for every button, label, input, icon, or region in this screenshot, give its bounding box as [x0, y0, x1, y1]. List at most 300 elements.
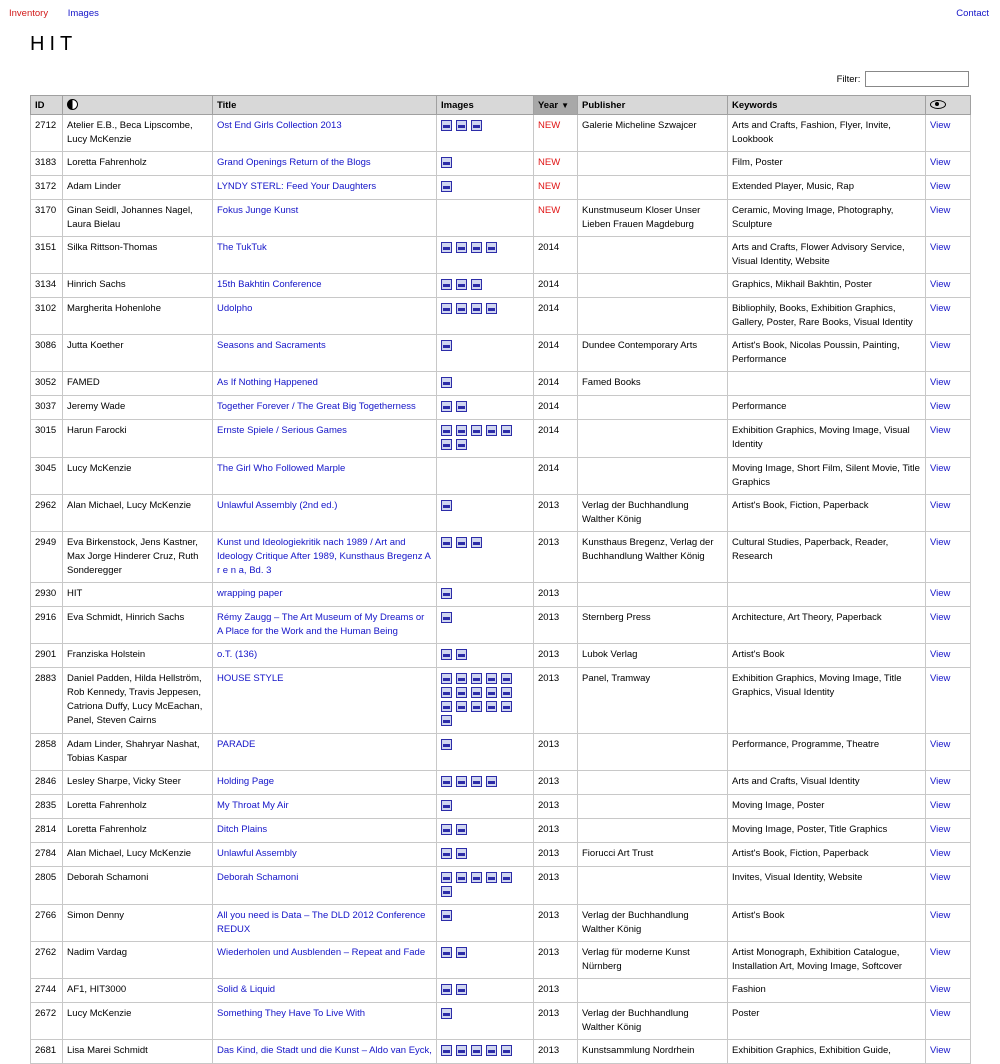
cell-id: 3015 — [31, 420, 63, 458]
image-thumbnail-icon[interactable] — [456, 242, 467, 253]
view-link[interactable]: View — [930, 340, 951, 351]
image-thumbnail-icon[interactable] — [441, 739, 452, 750]
view-link[interactable]: View — [930, 120, 951, 131]
image-thumbnail-icon[interactable] — [441, 401, 452, 412]
image-thumbnail-icon[interactable] — [471, 673, 482, 684]
image-thumbnail-icon[interactable] — [441, 649, 452, 660]
table-row — [31, 458, 971, 495]
image-thumbnail-icon[interactable] — [441, 181, 452, 192]
image-thumbnail-icon[interactable] — [441, 687, 452, 698]
image-thumbnail-icon[interactable] — [456, 279, 467, 290]
header-author[interactable] — [63, 96, 213, 115]
cell-year: 2014 — [534, 298, 578, 335]
view-link[interactable]: View — [930, 1045, 951, 1056]
image-thumbnail-icon[interactable] — [501, 1045, 512, 1056]
cell-authors: Nadim Vardag — [63, 942, 213, 979]
title-link[interactable]: Udolpho — [217, 303, 253, 314]
image-thumbnail-icon[interactable] — [486, 701, 497, 712]
cell-keywords: Artist's Book, Nicolas Poussin, Painting, Performance — [728, 335, 926, 372]
image-thumbnail-icon[interactable] — [456, 824, 467, 835]
image-thumbnail-icon[interactable] — [456, 872, 467, 883]
cell-images — [437, 668, 534, 734]
image-thumbnail-icon[interactable] — [441, 800, 452, 811]
cell-authors: Harun Farocki — [63, 420, 213, 458]
nav-inventory-link[interactable]: Inventory — [9, 8, 49, 19]
cell-publisher: Verlag der Buchhandlung Walther König — [578, 495, 728, 532]
table-row — [31, 200, 971, 237]
image-thumbnail-icon[interactable] — [456, 120, 467, 131]
header-year[interactable] — [534, 96, 578, 115]
cell-publisher: Fiorucci Art Trust — [578, 843, 728, 867]
view-link[interactable]: View — [930, 588, 951, 599]
table-row — [31, 495, 971, 532]
cell-year: 2014 — [534, 396, 578, 420]
cell-view — [926, 668, 971, 734]
title-link[interactable]: LYNDY STERL: Feed Your Daughters — [217, 181, 377, 192]
cell-authors: Eva Schmidt, Hinrich Sachs — [63, 607, 213, 644]
cell-images — [437, 1040, 534, 1064]
view-link[interactable]: View — [930, 824, 951, 835]
view-link[interactable]: View — [930, 739, 951, 750]
cell-id: 2805 — [31, 867, 63, 905]
header-publisher[interactable]: Publisher — [578, 96, 728, 115]
image-thumbnail-icon[interactable] — [441, 377, 452, 388]
view-link[interactable]: View — [930, 537, 951, 548]
cell-publisher — [578, 734, 728, 771]
cell-publisher — [578, 237, 728, 274]
image-thumbnail-icon[interactable] — [441, 242, 452, 253]
cell-year: 2013 — [534, 795, 578, 819]
cell-view — [926, 1003, 971, 1040]
view-link[interactable]: View — [930, 377, 951, 388]
title-link[interactable]: Something They Have To Live With — [217, 1008, 366, 1019]
cell-publisher: Kunstsammlung Nordrhein — [578, 1040, 728, 1064]
cell-title — [213, 372, 437, 396]
image-thumbnail-icon[interactable] — [456, 401, 467, 412]
cell-keywords: Ceramic, Moving Image, Photography, Sculpture — [728, 200, 926, 237]
title-link[interactable]: Ost End Girls Collection 2013 — [217, 120, 342, 131]
image-thumbnail-icon[interactable] — [456, 1045, 467, 1056]
view-link[interactable]: View — [930, 800, 951, 811]
title-link[interactable]: o.T. (136) — [217, 649, 258, 660]
table-row — [31, 867, 971, 905]
cell-authors: Alan Michael, Lucy McKenzie — [63, 843, 213, 867]
cell-authors: Jutta Koether — [63, 335, 213, 372]
image-thumbnail-icon[interactable] — [486, 687, 497, 698]
cell-title — [213, 819, 437, 843]
image-thumbnail-icon[interactable] — [441, 157, 452, 168]
image-thumbnail-icon[interactable] — [456, 673, 467, 684]
title-link[interactable]: PARADE — [217, 739, 256, 750]
table-row — [31, 1040, 971, 1064]
image-thumbnail-icon[interactable] — [441, 886, 452, 897]
view-link[interactable]: View — [930, 279, 951, 290]
image-thumbnail-icon[interactable] — [456, 425, 467, 436]
view-link[interactable]: View — [930, 848, 951, 859]
cell-images — [437, 200, 534, 237]
cell-title — [213, 583, 437, 607]
cell-title — [213, 115, 437, 152]
image-thumbnail-icon[interactable] — [456, 439, 467, 450]
image-thumbnail-icon[interactable] — [471, 872, 482, 883]
image-thumbnail-icon[interactable] — [486, 1045, 497, 1056]
cell-keywords: Exhibition Graphics, Moving Image, Visual Identity — [728, 420, 926, 458]
image-thumbnail-icon[interactable] — [441, 303, 452, 314]
cell-view — [926, 532, 971, 583]
cell-images — [437, 843, 534, 867]
image-thumbnail-icon[interactable] — [471, 120, 482, 131]
cell-view — [926, 607, 971, 644]
image-thumbnail-icon[interactable] — [456, 776, 467, 787]
cell-publisher: Panel, Tramway — [578, 668, 728, 734]
table-row — [31, 905, 971, 942]
title-link[interactable]: Unlawful Assembly (2nd ed.) — [217, 500, 338, 511]
cell-view — [926, 905, 971, 942]
cell-images — [437, 335, 534, 372]
cell-year: 2013 — [534, 867, 578, 905]
cell-images — [437, 274, 534, 298]
cell-authors: Simon Denny — [63, 905, 213, 942]
cell-images — [437, 819, 534, 843]
cell-view — [926, 979, 971, 1003]
cell-view — [926, 372, 971, 396]
cell-authors: Eva Birkenstock, Jens Kastner, Max Jorge Hinderer Cruz, Ruth Sonderegger — [63, 532, 213, 583]
cell-title — [213, 152, 437, 176]
filter-label: Filter: — [836, 73, 861, 85]
table-row — [31, 607, 971, 644]
cell-images — [437, 532, 534, 583]
view-link[interactable]: View — [930, 872, 951, 883]
title-link[interactable]: The Girl Who Followed Marple — [217, 463, 346, 474]
image-thumbnail-icon[interactable] — [456, 848, 467, 859]
image-thumbnail-icon[interactable] — [441, 910, 452, 921]
title-link[interactable]: Rémy Zaugg – The Art Museum of My Dreams or A Place for the Work and the Human Being — [217, 612, 425, 637]
cell-id: 3134 — [31, 274, 63, 298]
site-title: HIT — [30, 33, 78, 55]
title-link[interactable]: Holding Page — [217, 776, 275, 787]
title-link[interactable]: Grand Openings Return of the Blogs — [217, 157, 371, 168]
cell-images — [437, 176, 534, 200]
image-thumbnail-icon[interactable] — [471, 776, 482, 787]
header-title[interactable]: Title — [213, 96, 437, 115]
cell-images — [437, 420, 534, 458]
cell-images — [437, 1003, 534, 1040]
image-thumbnail-icon[interactable] — [456, 649, 467, 660]
cell-view — [926, 335, 971, 372]
image-thumbnail-icon[interactable] — [456, 537, 467, 548]
view-link[interactable]: View — [930, 181, 951, 192]
filter-input[interactable] — [865, 71, 969, 87]
cell-year: 2014 — [534, 420, 578, 458]
cell-id: 2916 — [31, 607, 63, 644]
image-thumbnail-icon[interactable] — [441, 425, 452, 436]
image-thumbnail-icon[interactable] — [471, 425, 482, 436]
title-link[interactable]: 15th Bakhtin Conference — [217, 279, 322, 290]
image-thumbnail-icon[interactable] — [471, 242, 482, 253]
table-row — [31, 1003, 971, 1040]
image-thumbnail-icon[interactable] — [486, 673, 497, 684]
image-thumbnail-icon[interactable] — [441, 120, 452, 131]
sort-down-icon: ▼ — [561, 100, 569, 110]
view-link[interactable]: View — [930, 776, 951, 787]
cell-year: 2013 — [534, 607, 578, 644]
header-view[interactable] — [926, 96, 971, 115]
cell-view — [926, 115, 971, 152]
table-row — [31, 668, 971, 734]
image-thumbnail-icon[interactable] — [441, 612, 452, 623]
image-thumbnail-icon[interactable] — [471, 279, 482, 290]
image-thumbnail-icon[interactable] — [441, 439, 452, 450]
nav-contact-link[interactable]: Contact — [956, 8, 989, 19]
image-thumbnail-icon[interactable] — [486, 242, 497, 253]
cell-id: 2672 — [31, 1003, 63, 1040]
cell-images — [437, 237, 534, 274]
cell-authors: Ginan Seidl, Johannes Nagel, Laura Bielau — [63, 200, 213, 237]
image-thumbnail-icon[interactable] — [441, 824, 452, 835]
title-link[interactable]: All you need is Data – The DLD 2012 Conference REDUX — [217, 910, 426, 935]
nav-images-link[interactable]: Images — [67, 8, 99, 19]
table-row — [31, 115, 971, 152]
cell-publisher: Sternberg Press — [578, 607, 728, 644]
cell-authors: Loretta Fahrenholz — [63, 152, 213, 176]
table-row — [31, 420, 971, 458]
cell-id: 2949 — [31, 532, 63, 583]
title-link[interactable]: Ernste Spiele / Serious Games — [217, 425, 347, 436]
image-thumbnail-icon[interactable] — [441, 673, 452, 684]
cell-images — [437, 942, 534, 979]
image-thumbnail-icon[interactable] — [486, 776, 497, 787]
cell-keywords: Artist's Book, Fiction, Paperback — [728, 495, 926, 532]
header-id[interactable]: ID — [31, 96, 63, 115]
cell-authors: Loretta Fahrenholz — [63, 819, 213, 843]
view-link[interactable]: View — [930, 984, 951, 995]
view-link[interactable]: View — [930, 401, 951, 412]
image-thumbnail-icon[interactable] — [441, 1008, 452, 1019]
table-row — [31, 979, 971, 1003]
table-row — [31, 644, 971, 668]
cell-keywords: Invites, Visual Identity, Website — [728, 867, 926, 905]
cell-id: 3037 — [31, 396, 63, 420]
view-link[interactable]: View — [930, 910, 951, 921]
cell-year: 2014 — [534, 458, 578, 495]
image-thumbnail-icon[interactable] — [441, 848, 452, 859]
image-thumbnail-icon[interactable] — [441, 500, 452, 511]
title-link[interactable]: Deborah Schamoni — [217, 872, 299, 883]
cell-images — [437, 115, 534, 152]
title-link[interactable]: The TukTuk — [217, 242, 267, 253]
cell-title — [213, 1040, 437, 1064]
image-thumbnail-icon[interactable] — [501, 687, 512, 698]
cell-view — [926, 819, 971, 843]
cell-keywords: Poster — [728, 1003, 926, 1040]
cell-year: 2013 — [534, 905, 578, 942]
title-link[interactable]: As If Nothing Happened — [217, 377, 318, 388]
cell-title — [213, 644, 437, 668]
cell-authors: Jeremy Wade — [63, 396, 213, 420]
view-link[interactable]: View — [930, 947, 951, 958]
cell-year: 2013 — [534, 583, 578, 607]
cell-id: 2766 — [31, 905, 63, 942]
cell-keywords: Arts and Crafts, Fashion, Flyer, Invite, Lookbook — [728, 115, 926, 152]
cell-keywords: Moving Image, Short Film, Silent Movie, Title Graphics — [728, 458, 926, 495]
image-thumbnail-icon[interactable] — [441, 588, 452, 599]
cell-publisher — [578, 979, 728, 1003]
image-thumbnail-icon[interactable] — [456, 303, 467, 314]
image-thumbnail-icon[interactable] — [501, 701, 512, 712]
cell-publisher — [578, 795, 728, 819]
title-link[interactable]: HOUSE STYLE — [217, 673, 284, 684]
cell-view — [926, 583, 971, 607]
image-thumbnail-icon[interactable] — [456, 947, 467, 958]
cell-images — [437, 734, 534, 771]
image-thumbnail-icon[interactable] — [501, 673, 512, 684]
cell-authors: Hinrich Sachs — [63, 274, 213, 298]
cell-view — [926, 644, 971, 668]
title-link[interactable]: Seasons and Sacraments — [217, 340, 326, 351]
image-thumbnail-icon[interactable] — [441, 984, 452, 995]
cell-title — [213, 1003, 437, 1040]
cell-title — [213, 734, 437, 771]
image-thumbnail-icon[interactable] — [501, 872, 512, 883]
title-link[interactable]: Together Forever / The Great Big Togetherness — [217, 401, 416, 412]
cell-publisher: Galerie Micheline Szwajcer — [578, 115, 728, 152]
cell-year: 2013 — [534, 979, 578, 1003]
cell-authors: Loretta Fahrenholz — [63, 795, 213, 819]
cell-year: 2013 — [534, 819, 578, 843]
cell-year: 2014 — [534, 274, 578, 298]
image-thumbnail-icon[interactable] — [471, 537, 482, 548]
image-thumbnail-icon[interactable] — [456, 984, 467, 995]
cell-id: 2901 — [31, 644, 63, 668]
view-link[interactable]: View — [930, 649, 951, 660]
cell-id: 3086 — [31, 335, 63, 372]
title-link[interactable]: Ditch Plains — [217, 824, 268, 835]
cell-year: 2013 — [534, 532, 578, 583]
view-link[interactable]: View — [930, 242, 951, 253]
table-row — [31, 335, 971, 372]
title-link[interactable]: Das Kind, die Stadt und die Kunst – Aldo van Eyck, — [217, 1045, 432, 1056]
image-thumbnail-icon[interactable] — [456, 701, 467, 712]
cell-view — [926, 237, 971, 274]
view-link[interactable]: View — [930, 673, 951, 684]
image-thumbnail-icon[interactable] — [486, 872, 497, 883]
cell-authors: Daniel Padden, Hilda Hellström, Rob Kennedy, Travis Jeppesen, Catriona Duffy, Lucy McEachan, Panel, Steven Cairns — [63, 668, 213, 734]
cell-images — [437, 867, 534, 905]
image-thumbnail-icon[interactable] — [486, 303, 497, 314]
cell-id: 3045 — [31, 458, 63, 495]
image-thumbnail-icon[interactable] — [471, 303, 482, 314]
view-link[interactable]: View — [930, 463, 951, 474]
cell-title — [213, 176, 437, 200]
image-thumbnail-icon[interactable] — [471, 701, 482, 712]
image-thumbnail-icon[interactable] — [441, 947, 452, 958]
view-link[interactable]: View — [930, 303, 951, 314]
title-link[interactable]: My Throat My Air — [217, 800, 289, 811]
cell-title — [213, 771, 437, 795]
table-row — [31, 532, 971, 583]
image-thumbnail-icon[interactable] — [486, 425, 497, 436]
cell-images — [437, 607, 534, 644]
title-link[interactable]: Kunst und Ideologiekritik nach 1989 / Art and Ideology Critique After 1989, Kunsthaus Bregenz A r e n a, Bd. 3 — [217, 537, 431, 576]
header-images[interactable]: Images — [437, 96, 534, 115]
view-link[interactable]: View — [930, 612, 951, 623]
image-thumbnail-icon[interactable] — [471, 1045, 482, 1056]
cell-publisher: Dundee Contemporary Arts — [578, 335, 728, 372]
title-link[interactable]: Wiederholen und Ausblenden – Repeat and Fade — [217, 947, 426, 958]
table-row — [31, 152, 971, 176]
image-thumbnail-icon[interactable] — [471, 687, 482, 698]
cell-images — [437, 979, 534, 1003]
cell-id: 2814 — [31, 819, 63, 843]
cell-images — [437, 795, 534, 819]
cell-publisher — [578, 819, 728, 843]
cell-view — [926, 274, 971, 298]
cell-view — [926, 734, 971, 771]
cell-title — [213, 237, 437, 274]
cell-id: 2784 — [31, 843, 63, 867]
title-link[interactable]: Unlawful Assembly — [217, 848, 297, 859]
image-thumbnail-icon[interactable] — [441, 1045, 452, 1056]
table-row — [31, 237, 971, 274]
cell-authors: Margherita Hohenlohe — [63, 298, 213, 335]
view-link[interactable]: View — [930, 425, 951, 436]
cell-title — [213, 274, 437, 298]
cell-images — [437, 583, 534, 607]
cell-authors: Franziska Holstein — [63, 644, 213, 668]
image-thumbnail-icon[interactable] — [441, 715, 452, 726]
image-thumbnail-icon[interactable] — [441, 279, 452, 290]
image-thumbnail-icon[interactable] — [441, 872, 452, 883]
image-thumbnail-icon[interactable] — [441, 701, 452, 712]
title-link[interactable]: wrapping paper — [217, 588, 283, 599]
cell-authors: HIT — [63, 583, 213, 607]
image-thumbnail-icon[interactable] — [441, 776, 452, 787]
cell-publisher: Verlag der Buchhandlung Walther König — [578, 1003, 728, 1040]
image-thumbnail-icon[interactable] — [456, 687, 467, 698]
cell-publisher — [578, 396, 728, 420]
cell-view — [926, 495, 971, 532]
table-row — [31, 298, 971, 335]
cell-publisher — [578, 867, 728, 905]
header-keywords[interactable]: Keywords — [728, 96, 926, 115]
cell-id: 2681 — [31, 1040, 63, 1064]
cell-authors: Adam Linder — [63, 176, 213, 200]
table-row — [31, 274, 971, 298]
view-link[interactable]: View — [930, 205, 951, 216]
cell-title — [213, 607, 437, 644]
image-thumbnail-icon[interactable] — [441, 340, 452, 351]
title-link[interactable]: Fokus Junge Kunst — [217, 205, 299, 216]
title-link[interactable]: Solid & Liquid — [217, 984, 276, 995]
view-link[interactable]: View — [930, 157, 951, 168]
cell-authors: Lucy McKenzie — [63, 1003, 213, 1040]
view-link[interactable]: View — [930, 500, 951, 511]
view-link[interactable]: View — [930, 1008, 951, 1019]
cell-year: NEW — [534, 152, 578, 176]
cell-authors: Atelier E.B., Beca Lipscombe, Lucy McKenzie — [63, 115, 213, 152]
cell-authors: Lisa Marei Schmidt — [63, 1040, 213, 1064]
cell-title — [213, 942, 437, 979]
cell-publisher: Famed Books — [578, 372, 728, 396]
cell-id: 3052 — [31, 372, 63, 396]
yin-yang-icon — [67, 99, 78, 110]
image-thumbnail-icon[interactable] — [441, 537, 452, 548]
table-row — [31, 942, 971, 979]
cell-keywords: Artist's Book — [728, 905, 926, 942]
cell-id: 2930 — [31, 583, 63, 607]
image-thumbnail-icon[interactable] — [501, 425, 512, 436]
header-year-label: Year — [538, 99, 559, 111]
